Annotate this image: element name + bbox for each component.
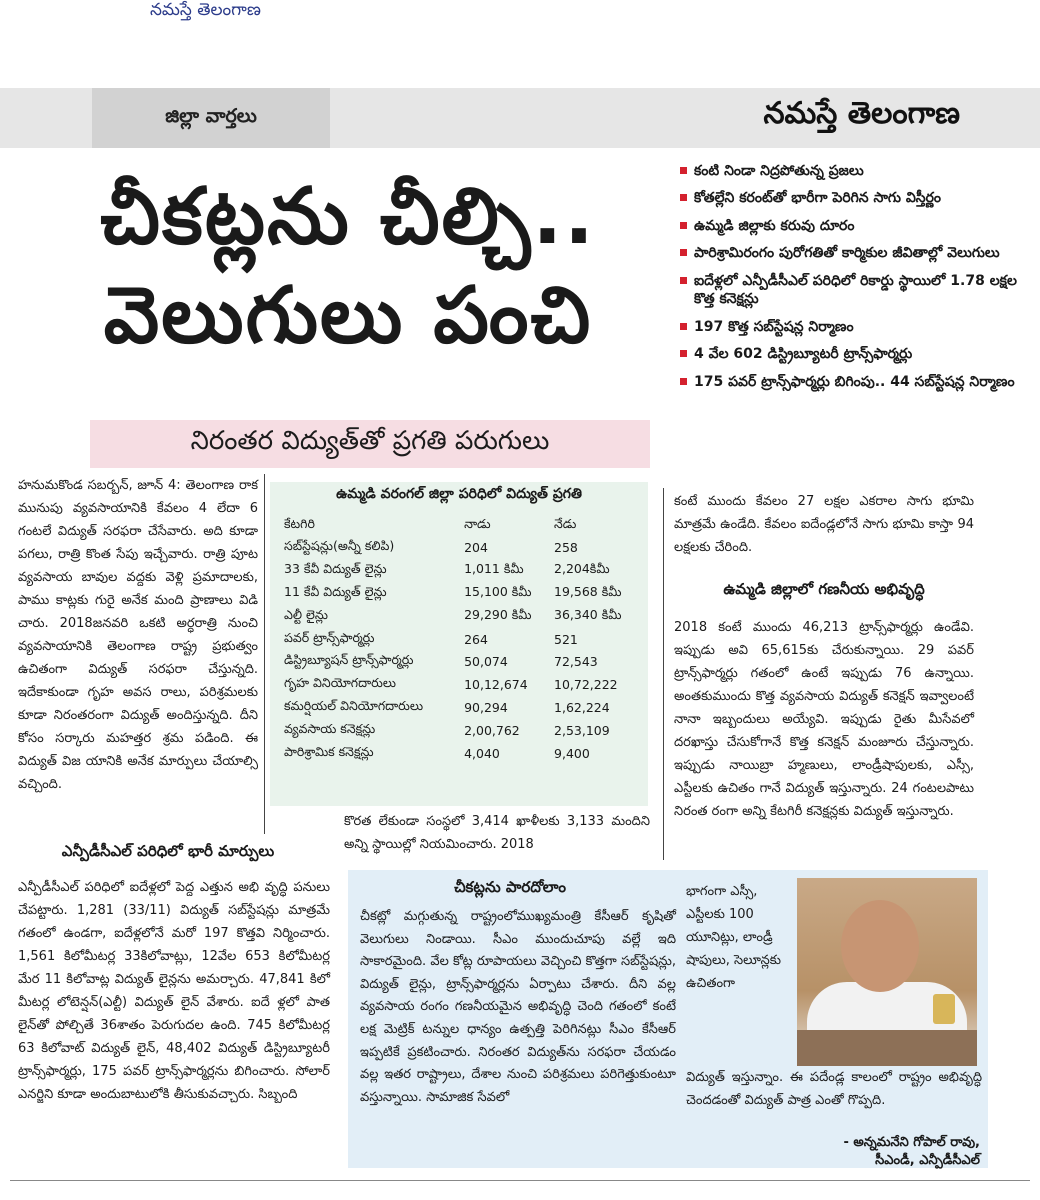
table-row: కమర్షియల్ వినియోగదారులు 90,294 1,62,224 — [284, 698, 610, 716]
table-row: 33 కేవీ విద్యుత్ లైన్లు 1,011 కిమీ 2,204కిమీ — [284, 560, 610, 576]
masthead-small: నమస్తే తెలంగాణ — [150, 0, 261, 20]
article-paragraph: ఎన్పీడీసీఎల్ పరిధిలో ఐదేళ్లలో పెద్ద ఎత్తున అభి వృద్ధి పనులు చేపట్టారు. 1,281 (33/11) విద్యుత్ సబ్‌స్టేషన్లు మాత్రమే గతంలో ఉండగా, ఐదేళ్లలోనే మరో 197 కొత్తవి నిర్మించారు. 1,561 కిలోమీటర్ల 33కిలోవాట్లు, 12వేల 653 కిలోమీటర్ల మేర 11 కిలోవాట్ల విద్యుత్ లైన్లను అమర్చారు. 47,841 కిలో మీటర్ల లోటెన్షన్(ఎల్టీ) విద్యుత్ లైన్ వేశారు. ఐదే ళ్లలో పాత లైన్‌తో పోల్చితే 36శాతం పెరుగుదల ఉంది. 745 కిలోమీటర్ల 63 కిలోవాట్ విద్యుత్ లైన్, 48,402 విద్యుత్ డిస్ట్రిబ్యూటరీ ట్రాన్స్‌ఫార్మర్లు, 175 పవర్ ట్రాన్స్‌ఫార్మర్లను బిగించారు. సోలార్ ఎనర్జిని కూడా అందుబాటులోకి తీసుకువచ్చారు. సిబ్బంది — [18, 880, 330, 1102]
bullet-square-icon — [680, 222, 687, 229]
table-row: పవర్ ట్రాన్స్‌ఫార్మర్లు 264 521 — [284, 629, 578, 647]
section-label: జిల్లా వార్తలు — [92, 88, 330, 148]
headline — [28, 168, 668, 366]
table-row: 11 కేవీ విద్యుత్ లైన్లు 15,100 కిమీ 19,568 కిమీ — [284, 583, 622, 599]
quote-title: చీకట్లను పారదోలాం — [454, 878, 566, 896]
column-header: నాడు — [464, 515, 491, 531]
bullet-square-icon — [680, 378, 687, 385]
bullet-square-icon — [680, 249, 687, 256]
table-row: వ్యవసాయ కనెక్షన్లు 2,00,762 2,53,109 — [284, 721, 610, 739]
quote-side-text — [686, 880, 790, 995]
signature-title: సీఎండీ, ఎన్పీడీసీఎల్ — [875, 1153, 980, 1168]
bullet-square-icon — [680, 323, 687, 330]
subheadline: నిరంతర విద్యుత్‌తో ప్రగతి పరుగులు — [90, 420, 650, 468]
highlight-item: కంటి నిండా నిద్రపోతున్న ప్రజలు — [680, 162, 1020, 180]
column-heading: ఎన్పీడీసీఎల్ పరిధిలో భారీ మార్పులు — [61, 842, 275, 860]
official-photo — [797, 878, 977, 1066]
table-row: సబ్‌స్టేషన్లు(అన్నీ కలిపి) 204 258 — [284, 537, 578, 555]
highlight-item: పారిశ్రామిరంగం పురోగతితో కార్మికుల జీవితాల్లో వెలుగులు — [680, 244, 1020, 262]
bullet-square-icon — [680, 194, 687, 201]
column-divider — [663, 488, 664, 860]
brand-title: నమస్తే తెలంగాణ — [763, 96, 960, 131]
highlights-list — [680, 162, 1020, 400]
article-column-1 — [18, 474, 258, 796]
quote-paragraph: భాగంగా ఎస్సీ, ఎస్టీలకు 100 యూనిట్లు, లాండ్రీ షాపులు, సెలూన్లకు ఉచితంగా — [686, 884, 781, 991]
highlight-item: కోతల్లేని కరంట్‌తో భారీగా పెరిగిన సాగు విస్తీర్ణం — [680, 189, 1020, 207]
bottom-rule — [10, 1180, 1030, 1181]
signature-name: - అన్నమనేని గోపాల్ రావు, — [843, 1135, 980, 1150]
article-column-1-cont — [18, 876, 330, 1106]
article-column-3-cont — [674, 616, 974, 823]
column-heading: ఉమ్మడి జిల్లాలో గణనీయ అభివృద్ధి — [723, 580, 925, 598]
column-header: కేటగిరి — [284, 515, 315, 531]
highlight-item: 4 వేల 602 డిస్ట్రిబ్యూటరీ ట్రాన్స్‌ఫార్మర్లు — [680, 345, 1020, 363]
bullet-square-icon — [680, 350, 687, 357]
quote-signature — [800, 1135, 980, 1171]
stats-table-title: ఉమ్మడి వరంగల్ జిల్లా పరిధిలో విద్యుత్ ప్రగతి — [336, 486, 582, 502]
column-header: నేడు — [554, 515, 577, 531]
article-column-3 — [674, 490, 974, 559]
article-paragraph: కొరత లేకుండా సంస్థలో 3,414 ఖాళీలకు 3,133 మందిని అన్ని స్థాయిల్లో నియమించారు. 2018 — [344, 814, 650, 852]
article-paragraph: హనుమకొండ సబర్బన్, జూన్ 4: తెలంగాణ రాక మునుపు వ్యవసాయానికి కేవలం 4 లేదా 6 గంటలే విద్యుత్ సరఫరా చేసేవారు. అది కూడా పగలు, రాత్రి కొంత సేపు ఇచ్చేవారు. రాత్రి పూట వ్యవసాయ బావుల వద్దకు వెళ్లి ప్రమాదాలకు, పాము కాట్లకు గురై అనేక మంది ప్రాణాలు విడి చారు. 2018జనవరి ఒకటి అర్ధరాత్రి నుంచి వ్యవసాయానికి తెలంగాణ రాష్ట్ర ప్రభుత్వం ఉచితంగా విద్యుత్ సరఫరా చేస్తున్నది. ఇదేకాకుండా గృహ అవస రాలు, పరిశ్రమలకు కూడా నిరంతరంగా విద్యుత్ అందిస్తున్నది. దీని కోసం సర్కారు మహత్తర శ్రమ పడింది. ఈ విద్యుత్ విజ యానికి అనేక మార్పులు చేయాల్సి వచ్చింది. — [18, 478, 258, 792]
highlight-item: 175 పవర్ ట్రాన్స్‌ఫార్మర్లు బిగింపు.. 44 సబ్‌స్టేషన్ల నిర్మాణం — [680, 373, 1020, 391]
quote-body — [360, 906, 676, 1109]
table-row: గృహ వినియోగదారులు 10,12,674 10,72,222 — [284, 675, 618, 693]
headline-line-2: వెలుగులు పంచి — [103, 271, 593, 362]
column-divider — [264, 474, 265, 834]
table-header-row — [282, 514, 642, 536]
quote-paragraph: విద్యుత్ ఇస్తున్నాం. ఈ పదేండ్ల కాలంలో రాష్ట్రం అభివృద్ధి చెందడంతో విద్యుత్ పాత్ర ఎంతో గొప్పది. — [686, 1070, 982, 1108]
quote-paragraph: చీకట్లో మగ్గుతున్న రాష్ట్రంలోముఖ్యమంత్రి కేసీఆర్ కృషితో వెలుగులు నిండాయి. సీఎం ముందుచూపు వల్లే ఇది సాకారమైంది. వేల కోట్ల రూపాయలు వెచ్చించి కొత్తగా సబ్‌స్టేషన్లు, విద్యుత్ లైన్లు, ట్రాన్స్‌ఫార్మర్లను ఏర్పాటు చేశారు. దీని వల్ల వ్యవసాయ రంగం గణనీయమైన అభివృద్ధి చెంది గతంలో కంటే లక్ష మెట్రిక్ టన్నుల ధాన్యం ఉత్పత్తి పెరిగినట్లు సీఎం కేసీఆర్ ఇప్పటికే ప్రకటించారు. నిరంతర విద్యుత్‌ను సరఫరా చేయడం వల్ల ఇతర రాష్ట్రాలు, దేశాల నుంచి పరిశ్రమలు పరిగెత్తుకుంటూ వస్తున్నాయి. సామాజిక సేవలో — [360, 909, 676, 1105]
article-column-2 — [344, 810, 650, 856]
highlight-item: ఐదేళ్లలో ఎన్పీడీసీఎల్ పరిధిలో రికార్డు స్థాయిలో 1.78 లక్షల కొత్త కనెక్షన్లు — [680, 272, 1020, 309]
bullet-square-icon — [680, 277, 687, 284]
article-paragraph: 2018 కంటే ముందు 46,213 ట్రాన్స్‌ఫార్మర్లు ఉండేవి. ఇప్పుడు అవి 65,615కు చేరుకున్నాయి. 29 పవర్ ట్రాన్స్‌ఫార్మర్లు గతంలో ఉంటే ఇప్పుడు 76 ఉన్నాయి. అంతకుముందు కొత్త వ్యవసాయ విద్యుత్ కనెక్షన్ ఇవ్వాలంటే నానా ఇబ్బందులు అయ్యేవి. ఇప్పుడు రైతు మీసేవలో దరఖాస్తు చేసుకోగానే కొత్త కనెక్షన్ మంజూరు చేస్తున్నారు. ఇప్పుడు నాయిబ్రా హ్మణులు, లాండ్రీషాపులకు, ఎస్సీ, ఎస్టీలకు ఉచితం గానే విద్యుత్ ఇస్తున్నారు. 24 గంటలపాటు నిరంత రంగా అన్ని కేటగిరీ కనెక్షన్లకు విద్యుత్ ఇస్తున్నారు. — [674, 620, 974, 819]
article-paragraph: కంటే ముందు కేవలం 27 లక్షల ఎకరాల సాగు భూమి మాత్రమే ఉండేది. కేవలం ఐదేండ్లలోనే సాగు భూమి కాస్తా 94 లక్షలకు చేరింది. — [674, 494, 974, 555]
headline-line-1: చీకట్లను చీల్చి.. — [100, 172, 596, 262]
table-row: డిస్ట్రిబ్యూషన్ ట్రాన్స్‌ఫార్మర్లు 50,074 72,543 — [284, 652, 598, 670]
highlight-item: ఉమ్మడి జిల్లాకు కరువు దూరం — [680, 217, 1020, 235]
quote-tail — [686, 1066, 982, 1112]
stats-table — [282, 514, 642, 765]
bullet-square-icon — [680, 167, 687, 174]
table-row: ఎల్టీ లైన్లు 29,290 కిమీ 36,340 కిమీ — [284, 606, 622, 622]
table-row: పారిశ్రామిక కనెక్షన్లు 4,040 9,400 — [284, 743, 590, 761]
highlight-item: 197 కొత్త సబ్‌స్టేషన్ల నిర్మాణం — [680, 318, 1020, 336]
